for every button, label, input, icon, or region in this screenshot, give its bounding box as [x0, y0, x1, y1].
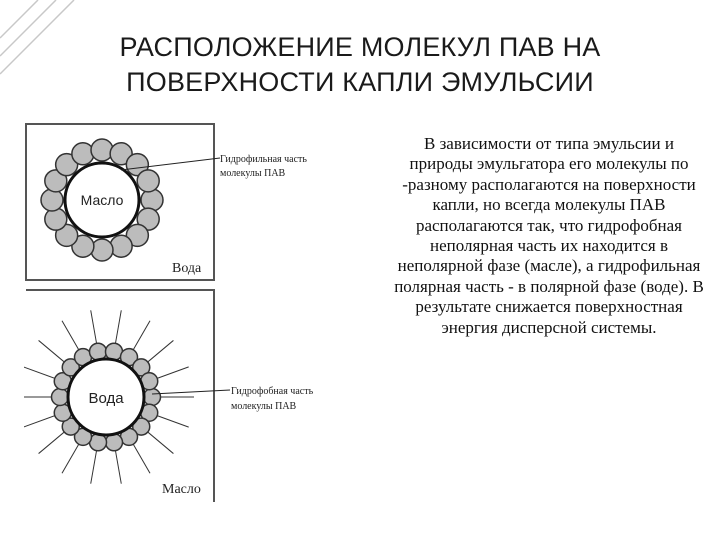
surfactant-head [137, 170, 159, 192]
surfactant-diagram [24, 122, 355, 506]
top-drop-label: Масло [80, 192, 124, 208]
top-medium-label: Вода [172, 261, 202, 276]
surfactant-figure [24, 122, 355, 506]
surfactant-head [52, 389, 69, 406]
bottom-annotation-line-1: Гидрофобная часть [231, 386, 314, 397]
bottom-medium-label: Масло [162, 482, 201, 497]
corner-decoration [0, 0, 90, 90]
body-paragraph: В зависимости от типа эмульсии и природы эмульгатора его молекулы по -разному располагаются на поверхности капли, но всегда молекулы ПАВ располагаются так, что гидрофобная неполярная часть их находится в неполярной фазе (масле), а гидрофильная полярная часть - в полярной фазе (воде). В результате снижается поверхностная энергия дисперсной системы. [394, 134, 704, 337]
title-line-1: РАСПОЛОЖЕНИЕ МОЛЕКУЛ ПАВ НА [119, 32, 601, 62]
surfactant-head [41, 189, 63, 211]
surfactant-head [141, 189, 163, 211]
bottom-drop-label: Вода [88, 390, 124, 407]
top-annotation-line-2: молекулы ПАВ [220, 168, 286, 179]
surfactant-head [144, 389, 161, 406]
surfactant-head [91, 239, 113, 261]
surfactant-head [91, 139, 113, 161]
bottom-annotation-line-2: молекулы ПАВ [231, 401, 297, 412]
title-line-2: ПОВЕРХНОСТИ КАПЛИ ЭМУЛЬСИИ [126, 67, 594, 97]
bottom-leader-line [152, 390, 230, 394]
slide-title [80, 30, 640, 100]
top-annotation-line-1: Гидрофильная часть [220, 154, 307, 165]
surfactant-head [72, 143, 94, 165]
surfactant-head [110, 235, 132, 257]
surfactant-head [45, 208, 67, 230]
